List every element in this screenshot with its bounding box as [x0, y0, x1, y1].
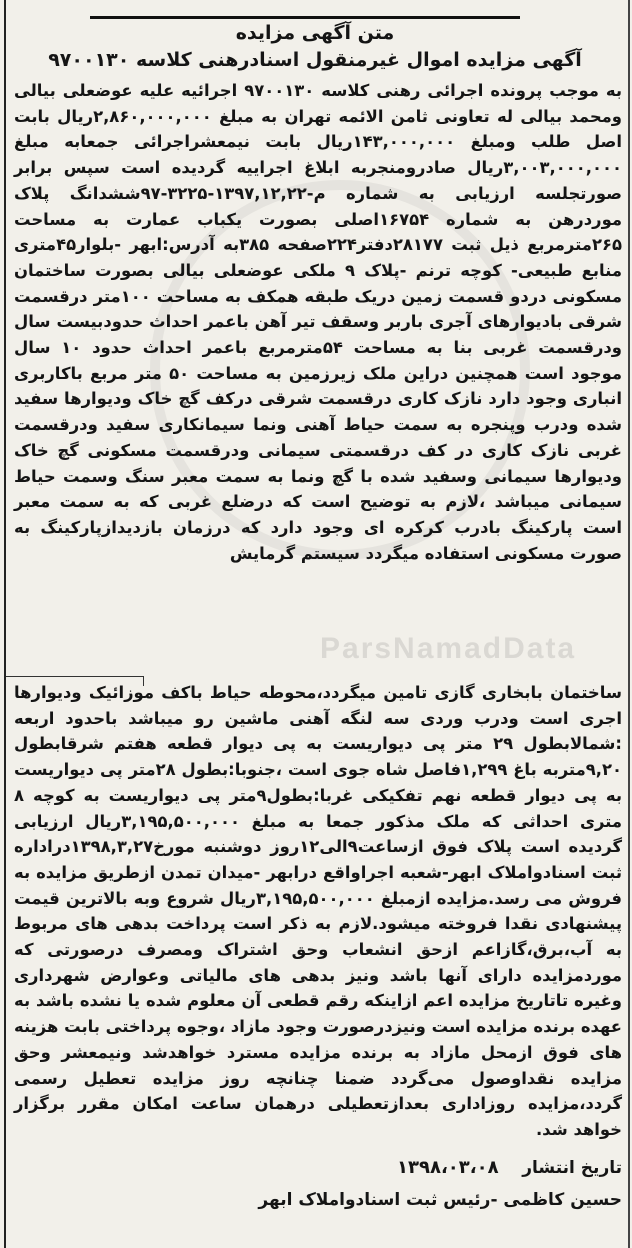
- clipping-left-edge: [4, 0, 6, 1248]
- publication-date-label: تاریخ انتشار: [522, 1158, 622, 1178]
- publication-date-line: [14, 1152, 622, 1184]
- headline: [10, 20, 620, 74]
- top-rule: [90, 16, 520, 19]
- signature: حسین کاظمی -رئیس ثبت اسنادواملاک ابهر: [258, 1190, 622, 1210]
- body-paragraph-2: ساختمان بابخاری گازی تامین میگردد،محوطه حیاط باکف موزائیک ودیوارها اجری است ودرب وردی سه لنگه آهنی ماشین رو میباشد باحدود اربعه :شمالابطول ۲۹ متر پی دیواریست به پی دیوار قطعه هفتم شرقابطول ۹,۲۰متربه باغ ۱,۲۹۹فاصل شاه جوی است ،جنوبا:بطول ۲۸متر پی دیواریست به پی دیوار قطعه نهم تفکیکی غربا:بطول۹متر پی دیواریست به کوچه ۸ متری احداثی که ملک مذکور جمعا به مبلغ ۳,۱۹۵,۵۰۰,۰۰۰ریال ارزیابی گردیده است پلاک فوق ازساعت۹الی۱۲روز دوشنبه مورخ۱۳۹۸,۳,۲۷دراداره ثبت اسنادواملاک ابهر-شعبه اجراواقع درابهر -میدان تمدن ازطریق مزایده به فروش می رسد.مزایده ازمبلغ ۳,۱۹۵,۵۰۰,۰۰۰ریال شروع وبه بالاترین قیمت پیشنهادی نقدا فروخته میشود.لازم به ذکر است پرداخت بدهی های مربوط به آب،برق،گازاعم ازحق انشعاب وحق اشتراک ومصرف درصورتی که موردمزایده دارای آنها باشد ونیز بدهی های مالیاتی وعوارض شهرداری وغیره تاتاریخ مزایده اعم ازاینکه رقم قطعی آن معلوم شده یا نشده باشد به عهده برنده مزایده است ونیزدرصورت وجود مازاد ،وجوه پرداختی بابت هزینه های فوق ازمحل مازاد به برنده مزایده مسترد خواهدشد ونیمعشر وحق مزایده نقداوصول می‌گردد ضمنا چنانچه روز مزایده تعطیل رسمی گردد،مزایده روزاداری بعدازتعطیلی درهمان ساعت امکان مقرر برگزار خواهد شد.: [14, 683, 623, 1139]
- notice-body-part1: [14, 78, 622, 678]
- body-paragraph-1: به موجب پرونده اجرائی رهنی کلاسه ۹۷۰۰۱۳۰ اجرائیه علیه عوضعلی بیالی ومحمد بیالی له تعاونی ثامن الائمه تهران به مبلغ ۲,۸۶۰,۰۰۰,۰۰۰ریال بابت اصل طلب ومبلغ ۱۴۳,۰۰۰,۰۰۰ریال بابت نیمعشراجرائی جمعابه مبلغ ۳,۰۰۳,۰۰۰,۰۰۰ریال صادرومنجربه ابلاغ اجراییه گردیده است سپس برابر صورتجلسه ارزیابی به شماره م-۱۳۹۷,۱۲,۲۲-۳۲۲۵-۹۷ششدانگ پلاک موردرهن به شماره ۱۶۷۵۴اصلی بصورت یکباب عمارت به مساحت ۲۶۵مترمربع ذیل ثبت ۲۸۱۷۷دفتر۲۲۴صفحه ۳۸۵به آدرس:ابهر -بلوار۴۵متری منابع طبیعی- کوچه ترنم -پلاک ۹ ملکی عوضعلی بیالی بصورت ساختمان مسکونی دردو قسمت زمین دریک طبقه همکف به مساحت ۱۰۰متر درقسمت شرقی بادیوارهای آجری باربر وسقف تیر آهن باعمر احداث حدودبیست سال ودرقسمت غربی بنا به مساحت ۵۴مترمربع باعمر احداث حدود ۱۰ سال موجود است همچنین دراین ملک زیرزمین به مساحت ۵۰ متر مربع باکاربری انباری وجود دارد نازک کاری درقسمت شرقی درکف گچ خاک ودیوارها سفید شده ودرب وپنجره به سمت حیاط آهنی ونما سیمانکاری سفید ودرقسمت غربی نازک کاری در کف درقسمتی سیمانی ودرقسمت مسکونی گچ خاک ودیوارها سیمانی وسفید شده با گچ ونما به سمت معبر سنگ وسمت حیاط سیمانی میباشد ،لازم به توضیح است که درضلع غربی که به سمت معبر است پارکینگ بادرب کرکره ای وجود دارد که درزمان بازدیدازپارکینگ به صورت مسکونی استفاده میگردد سیستم گرمایش: [14, 81, 623, 563]
- notice-footer: [14, 1152, 622, 1216]
- notice-subtitle: آگهی مزایده اموال غیرمنقول اسنادرهنی کلاسه ۹۷۰۰۱۳۰: [48, 49, 582, 71]
- clipping-right-edge: [628, 0, 630, 1248]
- watermark-text: ParsNamadData: [320, 632, 577, 665]
- notice-body-part2: [14, 680, 623, 1139]
- notice-title: متن آگهی مزایده: [235, 22, 395, 44]
- publication-date-group: [397, 1152, 622, 1184]
- publication-date-value: ۱۳۹۸،۰۳،۰۸: [397, 1157, 499, 1178]
